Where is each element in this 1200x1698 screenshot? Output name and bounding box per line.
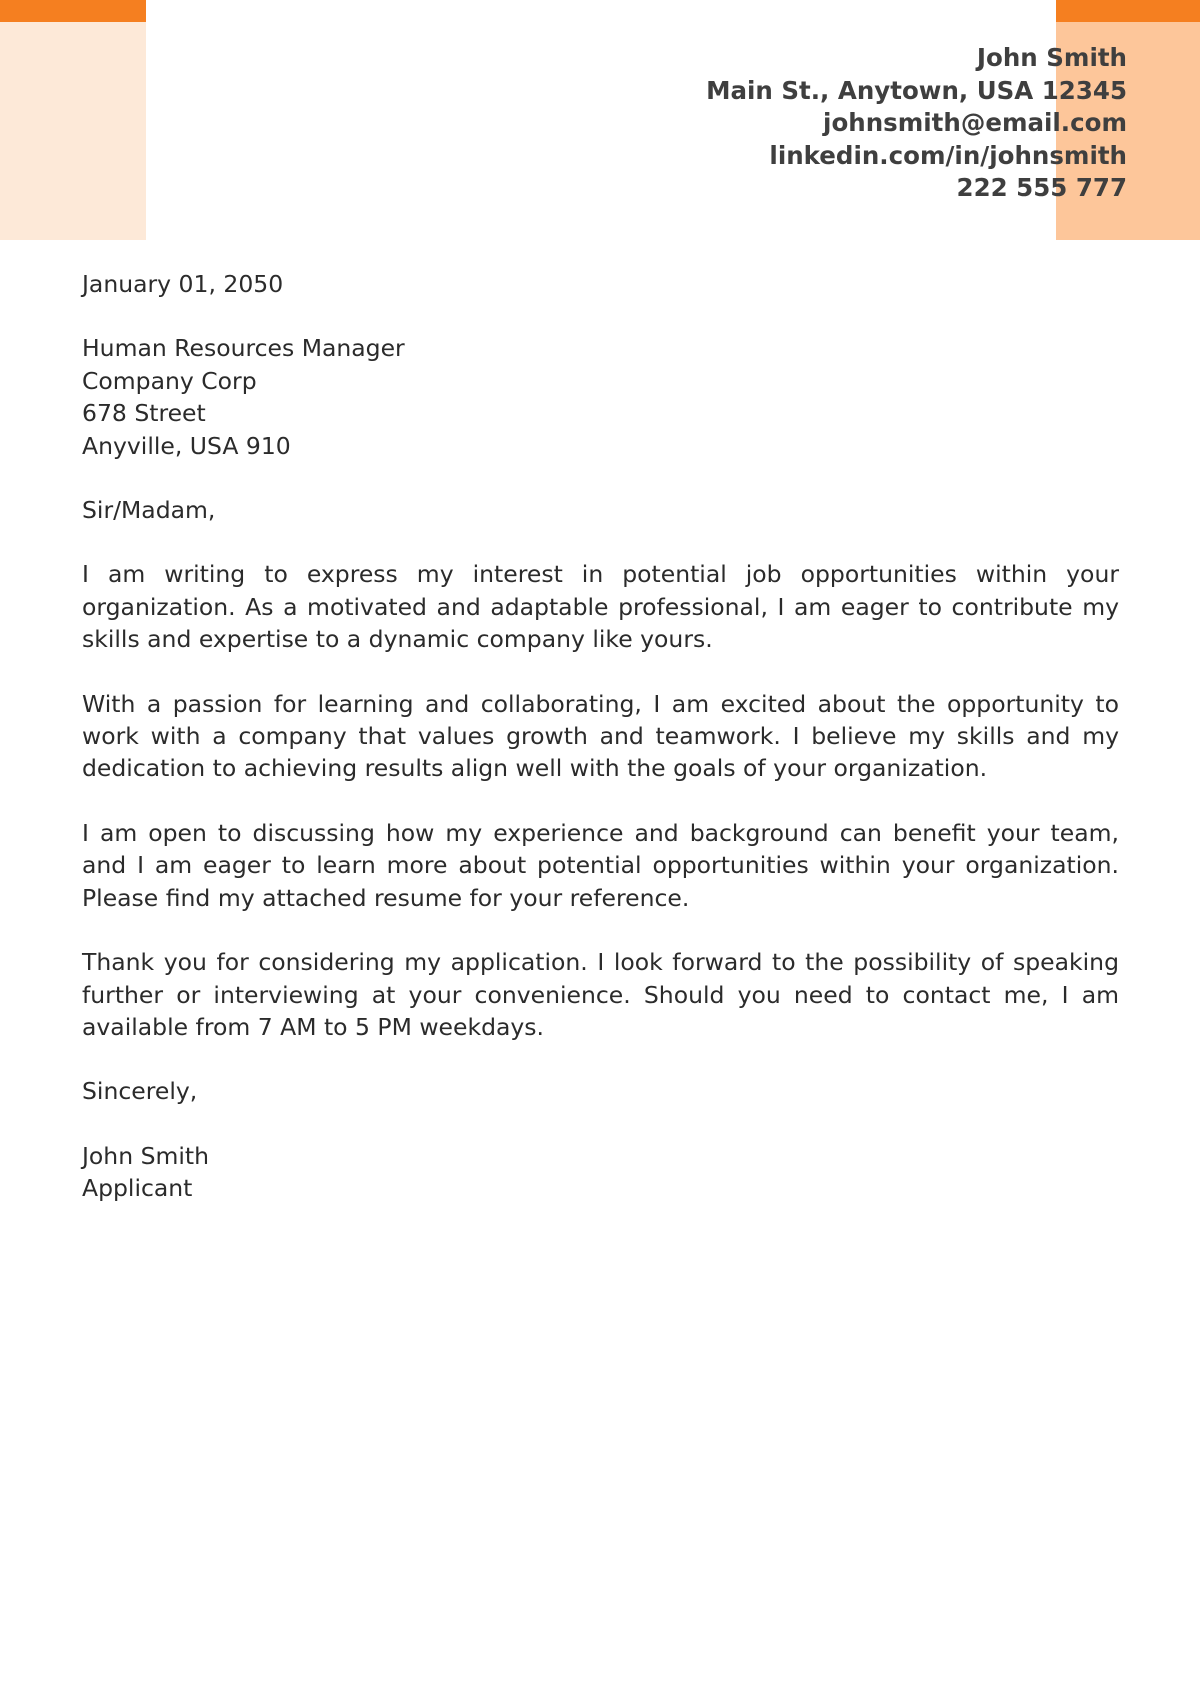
paragraph-4: Thank you for considering my application. I look forward to the possibility of speaking further or interviewing at your convenience. Should you need to contact me, I am available from 7 AM to 5 PM weekdays. [82,948,1119,1041]
salutation: Sir/Madam, [82,496,216,525]
left-decorative-panel [0,0,146,240]
sender-phone: 222 555 777 [956,173,1127,203]
spacer [82,785,1119,817]
paragraph-2: With a passion for learning and collaborating, I am excited about the opportunity to work with a company that values growth and teamwork. I believe my skills and my dedication to achieving results align well with the goals of your organization. [82,689,1119,783]
sender-email: johnsmith@email.com [823,108,1127,138]
letter-date: January 01, 2050 [82,270,284,298]
spacer [82,1108,1119,1140]
signature-title: Applicant [82,1174,193,1203]
spacer [82,462,1119,494]
sender-address: Main St., Anytown, USA 12345 [706,75,1127,105]
recipient-company: Company Corp [82,366,257,395]
signature-name: John Smith [82,1141,210,1170]
closing: Sincerely, [82,1077,198,1106]
paragraph-3: I am open to discussing how my experience and background can benefit your team, and I am eager to learn more about potential opportunities within your organization. Please find my attached resume for your reference. [82,818,1119,912]
recipient-street: 678 Street [82,399,206,428]
spacer [82,300,1119,332]
sender-linkedin: linkedin.com/in/johnsmith [769,140,1127,170]
right-accent-bar [1056,0,1200,22]
sender-contact-block [706,42,1127,205]
spacer [82,1043,1119,1075]
recipient-block [82,332,1119,462]
spacer [82,914,1119,946]
spacer [82,526,1119,558]
recipient-title: Human Resources Manager [82,334,405,363]
recipient-city: Anyville, USA 910 [82,431,291,460]
sender-name: John Smith [976,43,1127,72]
left-accent-bar [0,0,146,22]
paragraph-1: I am writing to express my interest in potential job opportunities within your organization. As a motivated and adaptable professional, I am eager to contribute my skills and expertise to a dynamic company like yours. [82,560,1119,654]
spacer [82,656,1119,688]
letter-body [82,268,1119,1205]
